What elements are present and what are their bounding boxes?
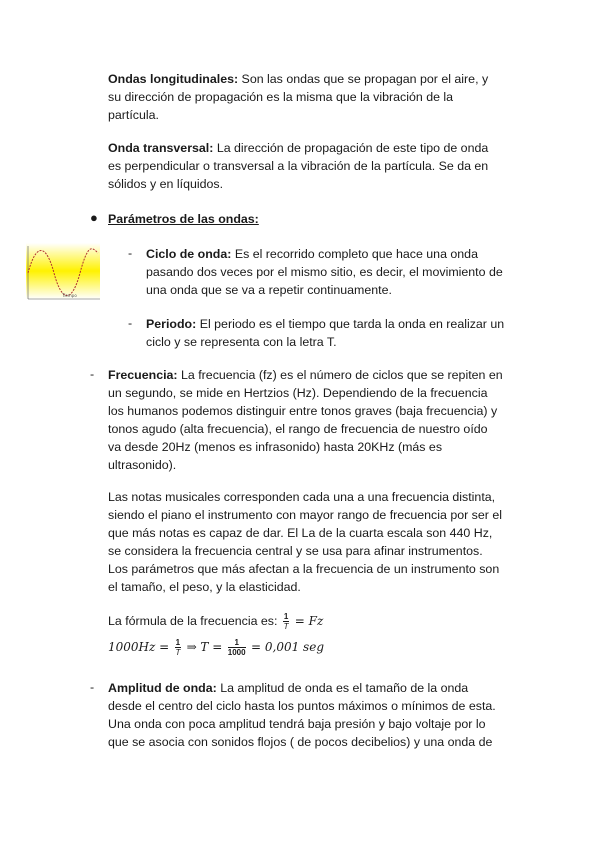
numerator: 1: [175, 638, 181, 648]
paragraph-periodo: [146, 315, 504, 351]
label-periodo: Periodo:: [146, 317, 197, 331]
text-line: un segundo, se mide en Hertzios (Hz). Dependiendo de la frecuencia: [108, 386, 488, 400]
text-line: el tamaño, el peso, y la elasticidad.: [108, 580, 301, 594]
text-line: desde el centro del ciclo hasta los puntos máximos o mínimos de esta.: [108, 699, 496, 713]
dash-bullet: -: [128, 316, 133, 330]
paragraph-amplitud: [108, 679, 496, 751]
paragraph-ciclo: [146, 245, 503, 299]
label-amplitud: Amplitud de onda:: [108, 681, 217, 695]
numerator: 1: [228, 638, 246, 648]
paragraph-frecuencia: [108, 366, 503, 474]
paragraph-notas: [108, 488, 502, 596]
text-line: Los parámetros que más afectan a la frecuencia de un instrumento son: [108, 562, 500, 576]
label-transversal: Onda transversal:: [108, 141, 214, 155]
text-line: La frecuencia (fz) es el número de ciclos que se repiten en: [177, 368, 503, 382]
formula-rhs: = Fz: [294, 614, 324, 628]
text-line: ultrasonido).: [108, 458, 177, 472]
sine-wave-image: [26, 243, 102, 303]
text-line: El periodo es el tiempo que tarda la onda en realizar un: [196, 317, 505, 331]
label-longitudinal: Ondas longitudinales:: [108, 72, 239, 86]
text-line: su dirección de propagación es la misma que la vibración de la: [108, 90, 454, 104]
text-line: La dirección de propagación de este tipo de onda: [213, 141, 489, 155]
formula-arrow: ⇒ T =: [186, 640, 223, 654]
denominator: 1000: [227, 648, 246, 658]
text-line: que se asocia con sonidos flojos ( de pocos decibelios) y una onda de: [108, 735, 493, 749]
text-line: siendo el piano el instrumento con mayor rango de frecuencia por ser el: [108, 508, 502, 522]
numerator: 1: [283, 612, 289, 622]
paragraph-transversal: [108, 139, 488, 193]
formula-intro: La fórmula de la frecuencia es:: [108, 614, 278, 628]
text-line: pasando dos veces por el mismo sitio, es decir, el movimiento de: [146, 265, 503, 279]
label-ciclo: Ciclo de onda:: [146, 247, 232, 261]
text-line: sólidos y en líquidos.: [108, 177, 224, 191]
text-line: partícula.: [108, 108, 159, 122]
formula-line-2: [108, 637, 324, 657]
text-line: Una onda con poca amplitud tendrá baja presión y bajo voltaje por lo: [108, 717, 486, 731]
text-line: es perpendicular o transversal a la vibración de la partícula. Se da en: [108, 159, 489, 173]
dash-bullet: -: [90, 680, 95, 694]
text-line: que más notas es capaz de dar. El La de la cuarta escala son 440 Hz,: [108, 526, 493, 540]
text-line: Es el recorrido completo que hace una onda: [231, 247, 478, 261]
denominator: T: [175, 648, 181, 658]
formula-lhs: 1000Hz =: [108, 640, 170, 654]
heading-parametros: Parámetros de las ondas:: [108, 212, 259, 226]
formula-result: = 0,001 seg: [251, 640, 324, 654]
fraction: [175, 638, 181, 657]
text-line: Las notas musicales corresponden cada una a una frecuencia distinta,: [108, 490, 496, 504]
text-line: va desde 20Hz (menos es infrasonido) hasta 20KHz (más es: [108, 440, 443, 454]
text-line: tonos agudo (alta frecuencia), el rango de frecuencia de nuestro oído: [108, 422, 488, 436]
text-line: ciclo y se representa con la letra T.: [146, 335, 337, 349]
denominator: T: [283, 622, 289, 632]
text-line: los humanos podemos distinguir entre tonos graves (baja frecuencia) y: [108, 404, 498, 418]
dash-bullet: -: [128, 246, 133, 260]
formula-line-1: [108, 611, 323, 631]
text-line: se considera la frecuencia central y se usa para afinar instrumentos.: [108, 544, 483, 558]
wave-caption: Tiempo: [62, 293, 77, 298]
text-line: La amplitud de onda es el tamaño de la onda: [216, 681, 469, 695]
section-heading: [108, 210, 259, 228]
bullet-icon: ●: [90, 210, 98, 225]
text-line: una onda que se va a repetir continuamente.: [146, 283, 392, 297]
paragraph-longitudinal: [108, 70, 488, 124]
fraction: [228, 638, 246, 657]
fraction: [283, 612, 289, 631]
label-frecuencia: Frecuencia:: [108, 368, 178, 382]
text-line: Son las ondas que se propagan por el aire, y: [238, 72, 489, 86]
dash-bullet: -: [90, 367, 95, 381]
